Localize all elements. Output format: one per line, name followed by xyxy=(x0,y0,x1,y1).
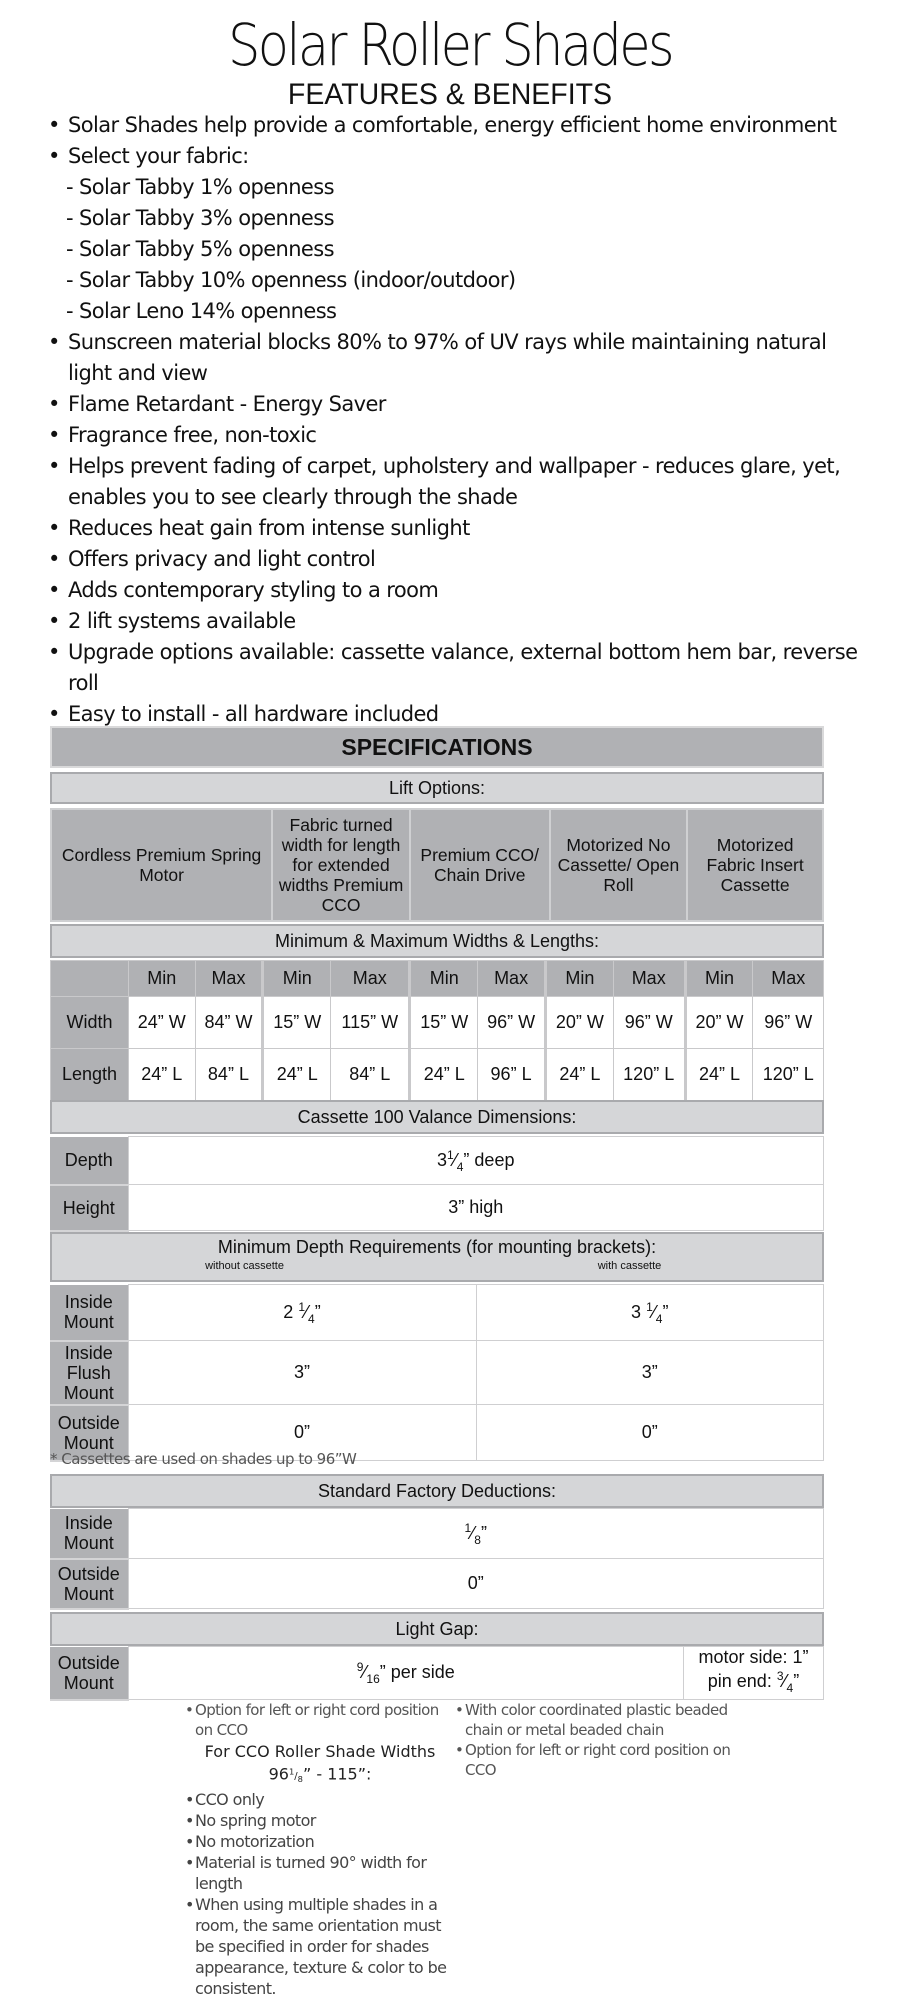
length-value: 120” L xyxy=(753,1049,824,1101)
bullet-icon: • xyxy=(48,113,60,137)
min-depth-title: Minimum Depth Requirements (for mounting brackets): xyxy=(217,1237,657,1257)
cco-item xyxy=(185,1852,455,1894)
bullet-icon: • xyxy=(48,547,60,571)
fraction-denominator: 4 xyxy=(308,1311,315,1326)
bullet-icon: • xyxy=(185,1701,194,1719)
light-gap-label: Light Gap: xyxy=(50,1612,824,1646)
footnote-item xyxy=(455,1740,755,1780)
specifications-heading: SPECIFICATIONS xyxy=(50,726,824,768)
pin-end xyxy=(685,1667,822,1698)
cco-item xyxy=(185,1894,455,1999)
row-label-width: Width xyxy=(51,997,129,1049)
bullet-icon: • xyxy=(185,1811,194,1831)
bullet-icon: • xyxy=(48,609,60,633)
min-depth-table xyxy=(50,1284,824,1462)
feature-bullet xyxy=(48,637,868,699)
width-value: 96” W xyxy=(753,997,824,1049)
bullet-icon: • xyxy=(185,1895,194,1915)
feature-text: - Solar Tabby 3% openness xyxy=(66,206,334,230)
fraction-denominator: 8 xyxy=(474,1532,481,1547)
suffix: ” per side xyxy=(379,1662,455,1682)
fraction: $^9⁄_{16}$ xyxy=(356,1660,380,1686)
feature-text: - Solar Tabby 10% openness (indoor/outdoor) xyxy=(66,268,516,292)
width-value: 96” W xyxy=(613,997,685,1049)
feature-bullet xyxy=(48,110,868,141)
whole: 96 xyxy=(268,1764,289,1784)
rest: ” - 115”: xyxy=(302,1764,372,1784)
feature-text: Flame Retardant - Energy Saver xyxy=(68,392,386,416)
row-label-depth: Depth xyxy=(50,1137,128,1185)
lift-option: Motorized Fabric Insert Cassette xyxy=(687,809,823,921)
width-value: 15” W xyxy=(410,997,478,1049)
min-max-header-row xyxy=(51,961,824,997)
page-subtitle: FEATURES & BENEFITS xyxy=(287,78,613,111)
bullet-icon: • xyxy=(48,330,60,354)
width-value: 96” W xyxy=(478,997,546,1049)
feature-text: Sunscreen material blocks 80% to 97% of UV rays while maintaining natural light and view xyxy=(68,330,827,385)
depth-fraction: $^1⁄_4$ xyxy=(447,1147,464,1174)
min-max-table xyxy=(50,960,824,1100)
cassette-dimensions-label: Cassette 100 Valance Dimensions: xyxy=(50,1100,824,1134)
max-header: Max xyxy=(331,961,410,997)
fraction-denominator: 4 xyxy=(786,1681,794,1695)
feature-text: Adds contemporary styling to a room xyxy=(68,578,439,602)
inside-mount-without xyxy=(128,1285,476,1341)
lift-option: Cordless Premium Spring Motor xyxy=(51,809,272,921)
length-value: 84” L xyxy=(331,1049,410,1101)
min-max-label: Minimum & Maximum Widths & Lengths: xyxy=(50,924,824,958)
feature-text: 2 lift systems available xyxy=(68,609,296,633)
fraction-denominator: 8 xyxy=(297,1774,303,1785)
fraction-denominator: 16 xyxy=(366,1672,380,1686)
max-header: Max xyxy=(753,961,824,997)
fraction-numerator: 1 xyxy=(288,1767,295,1777)
row-label-outside-mount: Outside Mount xyxy=(50,1405,128,1461)
column-without-cassette: without cassette xyxy=(205,1260,284,1272)
cco-item-text: When using multiple shades in a room, the same orientation must be specified in order for shades appearance, texture & color to be consistent. xyxy=(195,1895,447,1999)
bullet-icon: • xyxy=(48,392,60,416)
lift-option: Premium CCO/ Chain Drive xyxy=(410,809,550,921)
unit: ” xyxy=(480,1522,487,1543)
length-value: 120” L xyxy=(613,1049,685,1101)
cassette-dimensions-table xyxy=(50,1136,824,1232)
fabric-option xyxy=(48,203,868,234)
min-header: Min xyxy=(263,961,331,997)
table-row xyxy=(50,1137,824,1185)
corner-cell xyxy=(51,961,129,997)
cco-item xyxy=(185,1810,455,1831)
fraction-numerator: 1 xyxy=(464,1520,472,1535)
width-value: 24” W xyxy=(129,997,196,1049)
fraction: $^1⁄_4$ xyxy=(646,1299,663,1326)
feature-text: - Solar Leno 14% openness xyxy=(66,299,337,323)
fraction-numerator: 9 xyxy=(356,1660,364,1674)
min-header: Min xyxy=(545,961,613,997)
row-label-height: Height xyxy=(50,1185,128,1231)
table-row xyxy=(50,1285,824,1341)
cco-item-text: No motorization xyxy=(195,1832,315,1852)
fraction-denominator: 4 xyxy=(655,1311,663,1326)
outside-deduction: 0” xyxy=(128,1559,824,1609)
lift-options-table xyxy=(50,808,824,922)
feature-bullet xyxy=(48,606,868,637)
cco-item-text: CCO only xyxy=(195,1790,265,1810)
length-value: 24” L xyxy=(263,1049,331,1101)
max-header: Max xyxy=(478,961,546,997)
width-value: 15” W xyxy=(263,997,331,1049)
cco-item xyxy=(185,1831,455,1852)
row-label-inside-flush-mount: Inside Flush Mount xyxy=(50,1341,128,1405)
page-title: Solar Roller Shades xyxy=(228,11,672,79)
cco-heading-line1: For CCO Roller Shade Widths xyxy=(204,1742,436,1761)
unit: ” xyxy=(793,1671,800,1691)
column-with-cassette: with cassette xyxy=(597,1260,662,1272)
fabric-option xyxy=(48,265,868,296)
feature-bullet xyxy=(48,141,868,172)
footnote-item xyxy=(455,1700,755,1740)
row-label-inside-mount: Inside Mount xyxy=(50,1509,128,1559)
cco-item-text: No spring motor xyxy=(195,1811,316,1831)
cco-item xyxy=(185,1789,455,1810)
light-gap-per-side xyxy=(128,1647,684,1700)
footnote-text: Option for left or right cord position on CCO xyxy=(195,1701,439,1739)
bullet-icon: • xyxy=(455,1741,464,1759)
table-row xyxy=(50,1341,824,1405)
bullet-icon: • xyxy=(185,1790,194,1810)
whole: 2 xyxy=(283,1301,294,1322)
length-value: 24” L xyxy=(129,1049,196,1101)
length-value: 24” L xyxy=(410,1049,478,1101)
pin-end-label: pin end: xyxy=(707,1671,777,1691)
min-header: Min xyxy=(129,961,196,997)
feature-bullet xyxy=(48,420,868,451)
bullet-icon: • xyxy=(185,1853,194,1873)
feature-text: Reduces heat gain from intense sunlight xyxy=(68,516,470,540)
table-row xyxy=(51,997,824,1049)
row-label-outside-mount: Outside Mount xyxy=(50,1559,128,1609)
lift-option: Fabric turned width for length for extended widths Premium CCO xyxy=(272,809,410,921)
fraction: $^1⁄_4$ xyxy=(298,1299,315,1326)
min-header: Min xyxy=(685,961,753,997)
feature-bullet xyxy=(48,544,868,575)
fraction-numerator: 3 xyxy=(776,1669,784,1683)
deductions-table xyxy=(50,1508,824,1610)
inside-flush-without: 3” xyxy=(128,1341,476,1405)
bullet-icon: • xyxy=(48,423,60,447)
table-row xyxy=(50,1185,824,1231)
min-header: Min xyxy=(410,961,478,997)
feature-bullet xyxy=(48,575,868,606)
bullet-icon: • xyxy=(48,144,60,168)
length-value: 24” L xyxy=(685,1049,753,1101)
min-depth-label xyxy=(50,1232,824,1282)
bullet-icon: • xyxy=(48,578,60,602)
table-row xyxy=(51,1049,824,1101)
feature-text: Easy to install - all hardware included xyxy=(68,702,439,726)
table-row xyxy=(50,1647,824,1700)
cco-item-text: Material is turned 90° width for length xyxy=(195,1853,427,1894)
feature-text: Upgrade options available: cassette valance, external bottom hem bar, reverse roll xyxy=(68,640,858,695)
max-header: Max xyxy=(613,961,685,997)
feature-text: Offers privacy and light control xyxy=(68,547,376,571)
footnote-text: Option for left or right cord position on CCO xyxy=(465,1741,731,1779)
lift-option: Motorized No Cassette/ Open Roll xyxy=(550,809,688,921)
unit: ” xyxy=(314,1301,321,1322)
cco-heading-line2: $96^1/_8$” - 115”: xyxy=(268,1764,372,1785)
feature-text: Fragrance free, non-toxic xyxy=(68,423,317,447)
feature-text: Solar Shades help provide a comfortable, energy efficient home environment xyxy=(68,113,837,137)
feature-text: Helps prevent fading of carpet, upholstery and wallpaper - reduces glare, yet, enables you to see clearly through the shade xyxy=(68,454,841,509)
light-gap-motor xyxy=(684,1647,824,1700)
width-value: 20” W xyxy=(545,997,613,1049)
footnotes-left xyxy=(185,1700,455,1999)
row-label-outside-mount: Outside Mount xyxy=(50,1647,128,1700)
motor-side: motor side: 1” xyxy=(698,1647,809,1667)
inside-mount-with xyxy=(476,1285,824,1341)
feature-bullet xyxy=(48,451,868,513)
fraction: $^3⁄_4$ xyxy=(776,1669,794,1695)
depth-value xyxy=(128,1137,824,1185)
feature-bullet xyxy=(48,327,868,389)
deductions-label: Standard Factory Deductions: xyxy=(50,1474,824,1508)
unit: ” xyxy=(662,1301,669,1322)
feature-text: - Solar Tabby 5% openness xyxy=(66,237,334,261)
feature-text: Select your fabric: xyxy=(68,144,249,168)
length-value: 84” L xyxy=(195,1049,263,1101)
footnotes-right xyxy=(455,1700,755,1780)
outside-mount-with: 0” xyxy=(476,1405,824,1461)
inside-flush-with: 3” xyxy=(476,1341,824,1405)
cco-heading xyxy=(185,1742,455,1789)
feature-text: - Solar Tabby 1% openness xyxy=(66,175,334,199)
depth-suffix: ” deep xyxy=(463,1149,515,1170)
outside-mount-without: 0” xyxy=(128,1405,476,1461)
width-value: 115” W xyxy=(331,997,410,1049)
fraction-numerator: 1 xyxy=(298,1299,305,1314)
bullet-icon: • xyxy=(185,1832,194,1852)
fabric-option xyxy=(48,172,868,203)
cassette-note: * Cassettes are used on shades up to 96”W xyxy=(50,1450,357,1468)
bullet-icon: • xyxy=(48,516,60,540)
fabric-option xyxy=(48,296,868,327)
light-gap-table xyxy=(50,1646,824,1701)
footnote-item xyxy=(185,1700,455,1740)
fraction-denominator: 4 xyxy=(456,1159,464,1174)
bullet-icon: • xyxy=(455,1701,464,1719)
inside-deduction xyxy=(128,1509,824,1559)
table-row xyxy=(50,1509,824,1559)
cco-items xyxy=(185,1789,455,1999)
width-value: 84” W xyxy=(195,997,263,1049)
depth-whole: 3 xyxy=(437,1149,448,1170)
max-header: Max xyxy=(195,961,263,997)
footnote-text: With color coordinated plastic beaded chain or metal beaded chain xyxy=(465,1701,728,1739)
lift-options-label: Lift Options: xyxy=(50,772,824,804)
row-label-length: Length xyxy=(51,1049,129,1101)
bullet-icon: • xyxy=(48,702,60,726)
whole: 3 xyxy=(631,1301,642,1322)
features-list xyxy=(48,110,868,730)
length-value: 96” L xyxy=(478,1049,546,1101)
bullet-icon: • xyxy=(48,454,60,478)
row-label-inside-mount: Inside Mount xyxy=(50,1285,128,1341)
fraction-numerator: 1 xyxy=(447,1147,454,1162)
feature-bullet xyxy=(48,389,868,420)
fraction-numerator: 1 xyxy=(646,1299,653,1314)
height-value: 3” high xyxy=(128,1185,824,1231)
fraction: $^1⁄_8$ xyxy=(464,1520,481,1547)
feature-bullet xyxy=(48,513,868,544)
table-row xyxy=(50,1559,824,1609)
width-value: 20” W xyxy=(685,997,753,1049)
length-value: 24” L xyxy=(545,1049,613,1101)
fabric-option xyxy=(48,234,868,265)
bullet-icon: • xyxy=(48,640,60,664)
